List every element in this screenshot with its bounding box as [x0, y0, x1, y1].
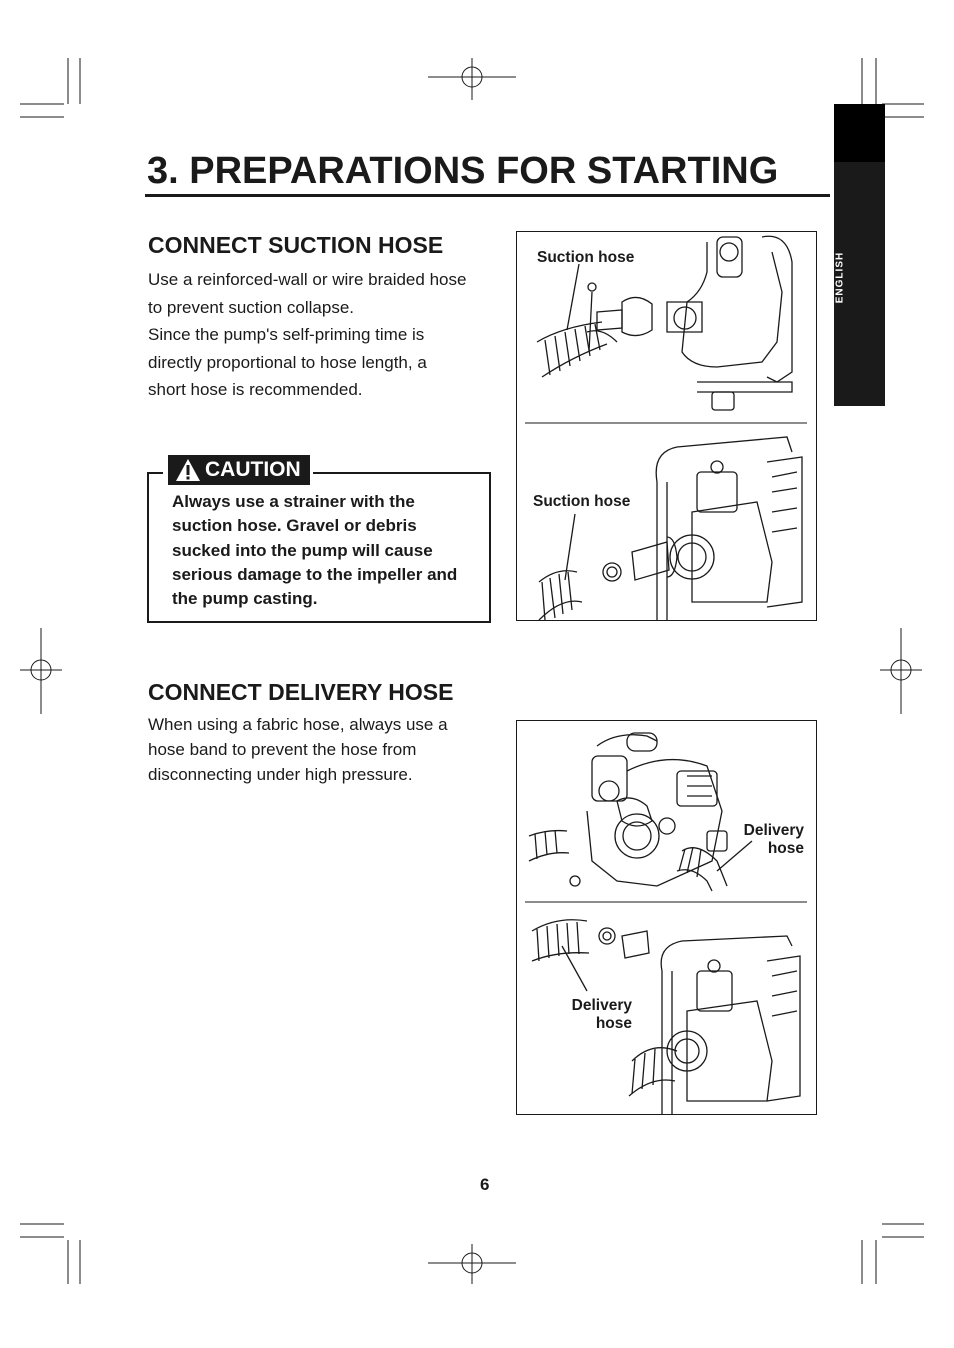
suction-heading: CONNECT SUCTION HOSE: [148, 232, 444, 258]
suction-line: to prevent suction collapse.: [148, 297, 355, 317]
suction-line: Use a reinforced-wall or wire braided hose: [148, 270, 467, 289]
caution-line: Always use a strainer with the: [172, 492, 415, 511]
delivery-label-line: hose: [767, 840, 804, 857]
caution-text: [172, 490, 484, 611]
caution-label: CAUTION: [205, 458, 301, 481]
title-rule: [145, 194, 830, 197]
caution-line: sucked into the pump will cause: [172, 540, 433, 560]
caution-line: suction hose. Gravel or debris: [172, 516, 417, 536]
warning-icon: [175, 458, 201, 482]
delivery-hose-label-top: [739, 822, 804, 858]
language-tab-label: ENGLISH: [834, 251, 846, 304]
delivery-hose-illustration: [517, 721, 816, 1114]
page-number: 6: [480, 1175, 490, 1194]
suction-line: short hose is recommended.: [148, 380, 363, 399]
delivery-hose-label-bottom: [557, 997, 632, 1033]
suction-hose-label-top: Suction hose: [537, 249, 635, 266]
delivery-label-line: hose: [595, 1015, 632, 1032]
suction-line: Since the pump's self-priming time is: [148, 325, 425, 344]
delivery-heading: CONNECT DELIVERY HOSE: [148, 679, 454, 705]
suction-paragraph: [148, 266, 498, 404]
suction-figure: [516, 231, 817, 621]
caution-line: the pump casting.: [172, 589, 318, 609]
delivery-label-line: Delivery: [571, 997, 632, 1014]
caution-line: serious damage to the impeller and: [172, 564, 458, 584]
suction-hose-label-bottom: Suction hose: [533, 493, 631, 510]
delivery-label-line: Delivery: [743, 822, 804, 839]
delivery-figure: [516, 720, 817, 1115]
delivery-paragraph: [148, 712, 498, 787]
language-tab-header: [834, 104, 885, 162]
delivery-line: disconnecting under high pressure.: [148, 765, 413, 784]
delivery-line: When using a fabric hose, always use a: [148, 715, 448, 734]
suction-line: directly proportional to hose length, a: [148, 352, 427, 372]
delivery-line: hose band to prevent the hose from: [148, 740, 417, 759]
page-title: 3. PREPARATIONS FOR STARTING: [147, 150, 779, 192]
suction-hose-illustration: [517, 232, 816, 620]
caution-badge: [168, 455, 310, 485]
